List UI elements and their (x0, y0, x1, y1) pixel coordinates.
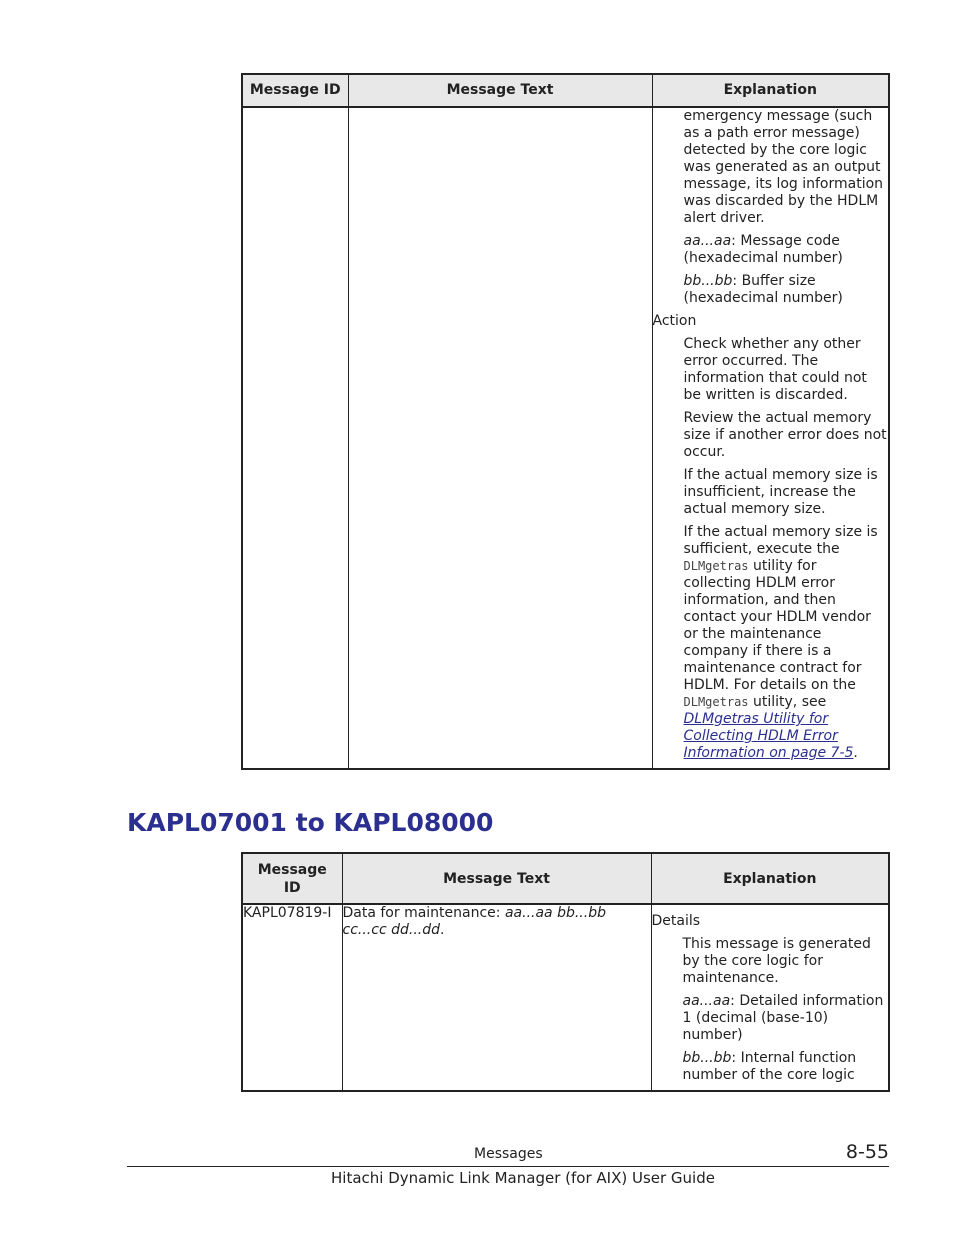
message-id-cell (242, 107, 348, 769)
message-id-cell: KAPL07819-I (242, 904, 342, 1091)
code-dlmgetras: DLMgetras (683, 695, 749, 709)
footer-divider (127, 1166, 889, 1167)
action-text: Review the actual memory size if another error does not occur. (683, 410, 887, 460)
footer-document-title: Hitachi Dynamic Link Manager (for AIX) User Guide (331, 1169, 715, 1187)
variable-description: bb...bb: Internal function number of the core logic (682, 1050, 857, 1083)
col-header-explanation: Explanation (651, 853, 889, 904)
table-row (242, 904, 889, 1091)
col-header-message-text: Message Text (342, 853, 651, 904)
message-text-cell (348, 107, 652, 769)
message-table-continued (241, 73, 890, 770)
col-header-message-id: Message ID (242, 853, 342, 904)
action-text: If the actual memory size is sufficient, execute the DLMgetras utility for collecting HDLM error information, and then contact your HDLM vendor or the maintenance company if there is a maintenance contract for HDLM. For details on the DLMgetras utility, see DLMgetras Utility for Collecting HDLM Error Information on page 7-5. (683, 524, 878, 761)
message-table (241, 852, 890, 1092)
variable-description: aa...aa: Detailed information 1 (decimal (base-10) number) (682, 993, 884, 1043)
footer-section-label: Messages (474, 1146, 543, 1162)
explanation-cell (651, 904, 889, 1091)
action-text: Check whether any other error occurred. The information that could not be written is discarded. (683, 336, 867, 403)
page-number: 8-55 (845, 1141, 889, 1163)
col-header-message-text: Message Text (348, 74, 652, 107)
details-continued: emergency message (such as a path error message) detected by the core logic was generated as an output message, its log information was discarded by the HDLM alert driver. (683, 108, 884, 226)
col-header-message-id: Message ID (242, 74, 348, 107)
details-label: Details (651, 913, 701, 929)
col-header-explanation: Explanation (652, 74, 889, 107)
explanation-cell (652, 107, 889, 769)
section-heading: KAPL07001 to KAPL08000 (127, 808, 494, 837)
variable-description: aa...aa: Message code (hexadecimal number) (683, 233, 843, 266)
cross-reference-link[interactable]: DLMgetras Utility for Collecting HDLM Error Information on page 7-5 (683, 711, 854, 761)
message-text-cell: Data for maintenance: aa...aa bb...bb cc...cc dd...dd. (342, 904, 651, 1091)
variable-description: bb...bb: Buffer size (hexadecimal number) (683, 273, 843, 306)
code-dlmgetras: DLMgetras (683, 559, 749, 573)
details-text: This message is generated by the core logic for maintenance. (682, 936, 871, 986)
action-text: If the actual memory size is insufficient, increase the actual memory size. (683, 467, 878, 517)
action-label: Action (652, 313, 697, 329)
table-row (242, 107, 889, 769)
